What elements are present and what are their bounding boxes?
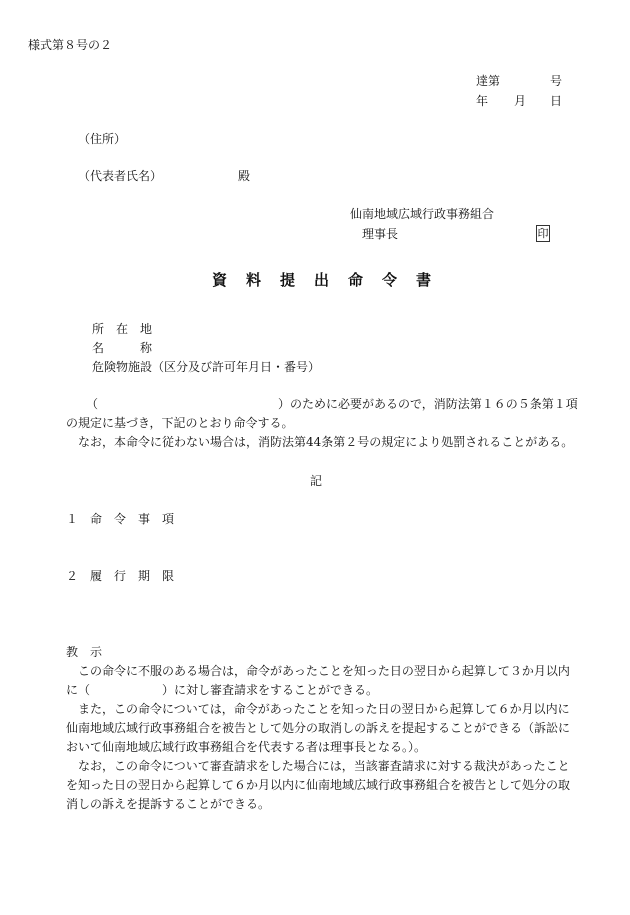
issuer-title: 理事長	[362, 227, 399, 241]
body-p1-open: （	[86, 397, 99, 411]
notice-p3-line3: 消しの訴えを提訴することができる。	[66, 797, 271, 811]
notice-p2-line2: 仙南地域広域行政事務組合を被告として処分の取消しの訴えを提起することができる（訴訟に	[66, 721, 571, 735]
location-label: 所 在 地	[92, 322, 153, 336]
item-deadline: ２ 履 行 期 限	[66, 569, 175, 583]
name-label: 名 称	[92, 341, 153, 355]
body-p2: なお，本命令に従わない場合は，消防法第44条第２号の規定により処罰されることがある。	[78, 435, 574, 449]
date-month: 月	[514, 94, 527, 108]
date-day: 日	[550, 94, 563, 108]
item-order-details: １ 命 令 事 項	[66, 512, 175, 526]
body-p1-rest: ）のために必要があるので，消防法第１６の５条第１項	[278, 397, 578, 411]
notice-p3-line1: なお，この命令について審査請求をした場合には，当該審査請求に対する裁決があったこと	[78, 759, 570, 773]
address-label: （住所）	[78, 132, 127, 146]
form-number: 様式第８号の２	[28, 38, 113, 52]
notice-p2-line3: おいて仙南地域広域行政事務組合を代表する者は理事長となる。）。	[66, 740, 427, 754]
issuer-org: 仙南地域広域行政事務組合	[350, 207, 495, 221]
ki-marker: 記	[310, 474, 323, 488]
facility-label: 危険物施設（区分及び許可年月日・番号）	[92, 360, 321, 374]
body-p1-line2: の規定に基づき，下記のとおり命令する。	[66, 416, 294, 430]
notice-p3-line2: を知った日の翌日から起算して６か月以内に仙南地域広域行政事務組合を被告として処分の取	[66, 778, 571, 792]
honorific: 殿	[238, 169, 251, 183]
seal-stamp	[536, 225, 550, 242]
seal-char: 印	[537, 227, 549, 240]
date-year: 年	[476, 94, 489, 108]
notice-p1-line2: に（ ）に対し審査請求をすることができる。	[66, 683, 379, 697]
representative-label: （代表者氏名）	[78, 169, 163, 183]
doc-number-suffix: 号	[550, 74, 563, 88]
notice-heading: 教 示	[66, 645, 103, 659]
notice-p1-line1: この命令に不服のある場合は，命令があったことを知った日の翌日から起算して３か月以内	[78, 664, 570, 678]
doc-number-prefix: 達第	[476, 74, 501, 88]
notice-p2-line1: また，この命令については，命令があったことを知った日の翌日から起算して６か月以内に	[78, 702, 570, 716]
document-title: 資料提出命令書	[212, 271, 451, 289]
